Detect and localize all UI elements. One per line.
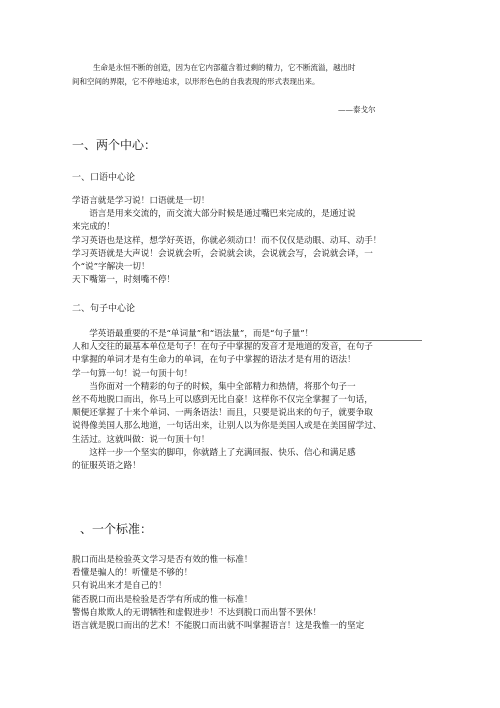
one-standard-paragraph — [72, 554, 364, 633]
text-line: 的征服英语之路！ — [72, 461, 141, 472]
sentence-center-paragraph — [72, 328, 381, 473]
text-line: 能否脱口而出是检验是否学有所成的惟一标准！ — [72, 594, 253, 605]
epigraph-line-1: 生命是永恒不断的创造，因为在它内部蕴含着过剩的精力，它不断流溢，越出时 — [93, 63, 356, 72]
text-line: 当你面对一个精彩的句子的时候，集中全部精力和热情，将那个句子一 — [72, 381, 356, 392]
subsection-heading-sentence-center: 二、句子中心论 — [72, 304, 136, 314]
text-line: 人和人交往的最基本单位是句子！在句子中掌握的发音才是地道的发音，在句子 — [72, 342, 373, 353]
text-line: 只有说出来才是自己的！ — [72, 581, 167, 592]
section-heading-one-standard: 、一个标准： — [80, 522, 153, 536]
text-line: 丝不苟地脱口而出，你马上可以感到无比自豪！这样你不仅完全掌握了一句话， — [72, 395, 373, 406]
text-line: 这样一步一个坚实的脚印，你就踏上了充满回报、快乐、信心和满足感 — [72, 447, 356, 458]
section-heading-two-centers: 一、两个中心： — [72, 138, 157, 152]
text-line: 看懂是骗人的！听懂是不够的！ — [72, 568, 193, 579]
epigraph-line-2: 间和空间的界限，它不停地追求，以形形色色的自我表现的形式表现出来。 — [72, 77, 320, 86]
text-line: 学英语最重要的不是“单词量”和“语法量”，而是“句子量”！ — [72, 329, 314, 339]
text-line: 学习英语就是大声说！会说就会听，会说就会读，会说就会写，会说就会译，一 — [72, 248, 373, 259]
text-line: 语言就是脱口而出的艺术！不能脱口而出就不叫掌握语言！这是我惟一的坚定 — [72, 621, 365, 632]
text-line: 顺便还掌握了十来个单词、一两条语法！而且，只要是说出来的句子，就要争取 — [72, 408, 373, 419]
text-line: 语言是用来交流的，而交流大部分时候是通过嘴巴来完成的，是通过说 — [72, 209, 356, 220]
underline-rule — [92, 340, 422, 341]
text-line: 学习英语也是这样，想学好英语，你就必须动口！而不仅仅是动眼、动耳、动手！ — [72, 235, 382, 246]
epigraph-author: ——泰戈尔 — [338, 105, 376, 114]
oral-center-paragraph — [72, 195, 381, 287]
text-line: 天下嘴第一，时刻嘴不停！ — [72, 275, 176, 286]
text-line: 学语言就是学习说！口语就是一切！ — [72, 196, 210, 206]
text-line: 中掌握的单词才是有生命力的单词，在句子中掌握的语法才是有用的语法！ — [72, 355, 356, 366]
text-line: 警惕自欺欺人的无谓牺牲和虚假进步！不达到脱口而出誓不罢休！ — [72, 607, 322, 618]
text-line: 生活过。这就叫做：说一句顶十句！ — [72, 434, 210, 445]
text-line: 个“说”字解决一切！ — [72, 262, 150, 273]
text-line: 来完成的！ — [72, 222, 115, 233]
text-line: 说得像美国人那么地道，一句话出来，让别人以为你是美国人或是在美国留学过、 — [72, 421, 382, 432]
text-line: 学一句算一句！说一句顶十句！ — [72, 368, 193, 379]
text-line: 脱口而出是检验英文学习是否有效的惟一标准！ — [72, 555, 253, 565]
subsection-heading-oral-center: 一、口语中心论 — [72, 173, 136, 183]
